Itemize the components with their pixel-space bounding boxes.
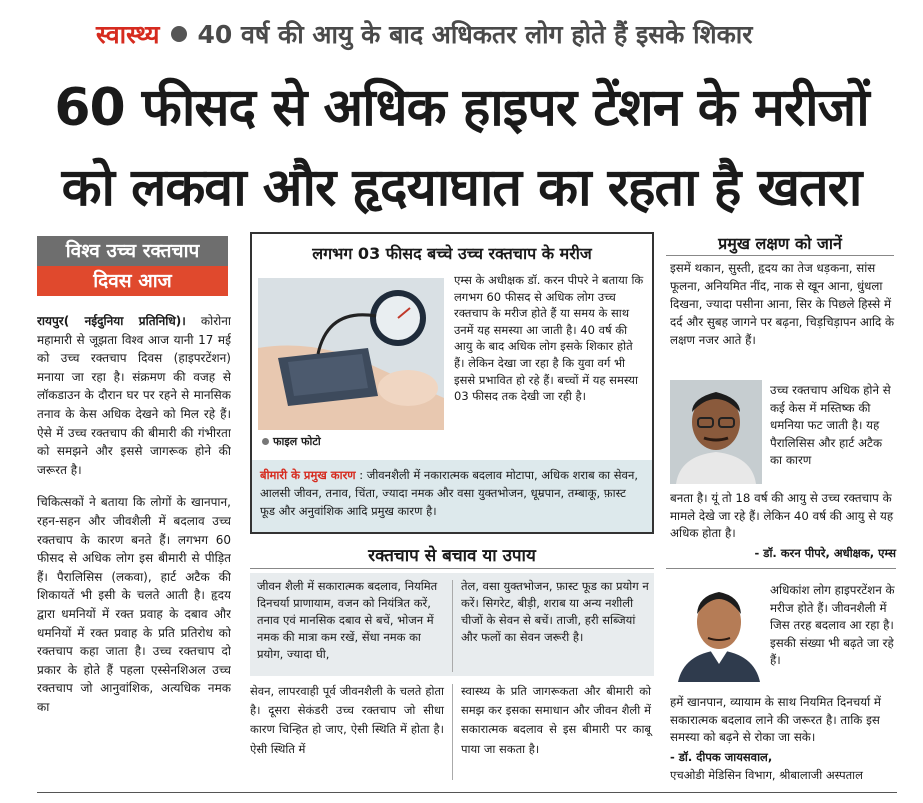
symptoms-divider	[666, 255, 894, 256]
continuation-right-text: स्वास्थ्य के प्रति जागरूकता और बीमारी को समझ कर इसका समाधान और जीवन शैली में सकारात्मक बदलाव से इस बीमारी पर काबू पाया जा सकता है।	[461, 684, 651, 756]
bottom-divider	[37, 792, 897, 793]
portrait-karan-pipre	[670, 380, 762, 484]
continuation-left-text: सेवन, लापरवाही पूर्व जीवनशैली के चलते होता है। दूसरा सेकंडरी उच्च रक्तचाप जो सीधा कारण चिन्हित हो जाए, ऐसी स्थिति में होता है। ऐसी स्थिति में	[250, 684, 444, 756]
quote-2-top: अधिकांश लोग हाइपरटेंशन के मरीज होते हैं। जीवनशैली में जिस तरह बदलाव आ रहा है। इसकी संख्या भी बढ़ते जा रहे हैं।	[770, 583, 895, 668]
kicker-line	[96, 14, 876, 54]
quote-2-sig-role: एचओडी मेडिसिन विभाग, श्रीबालाजी अस्पताल	[670, 768, 863, 782]
causes-label: बीमारी के प्रमुख कारण	[260, 468, 356, 482]
quote-2-signature	[670, 748, 896, 784]
quote-1-signature: - डॉ. करन पीपरे, अधीक्षक, एम्स	[754, 546, 896, 560]
day-banner-line-1: विश्व उच्च रक्तचाप	[37, 236, 228, 266]
caption-bullet-icon	[262, 438, 269, 445]
blood-pressure-photo	[258, 278, 444, 430]
quote-1-top: उच्च रक्तचाप अधिक होने से कई केस में मस्तिष्क की धमनिया फट जाती है। यह पैरालिसिस और हार्ट अटैक का कारण	[770, 383, 891, 468]
symptoms-text: इसमें थकान, सुस्ती, हृदय का तेज धड़कना, सांस फूलना, अनियमित नींद, नाक से खून आना, धुंधला दिखना, ज्यादा पसीना आना, सिर के पिछले हिस्से में दर्द और सुबह जागने पर बढ़ना, चिड़चिड़ापन आदि के लक्षण नजर आते हैं।	[670, 261, 895, 347]
photo-caption	[262, 434, 321, 449]
symptoms-title: प्रमुख लक्षण को जानें	[718, 234, 842, 253]
children-box-title: लगभग 03 फीसद बच्चे उच्च रक्तचाप के मरीज	[312, 244, 592, 263]
quote-1-bottom: बनता है। यूं तो 18 वर्ष की आयु से उच्च रक्तचाप के मामले देखे जा रहे हैं। लेकिन 40 वर्ष की आयु से यह अधिक होता है।	[670, 491, 894, 541]
quote-2-bottom: हमें खानपान, व्यायाम के साथ नियमित दिनचर्या में सकारात्मक बदलाव लाने की जरूरत है। ताकि इस समस्या को बढ़ने से रोका जा सके।	[670, 695, 881, 745]
prevention-right-text: तेल, वसा युक्तभोजन, फ़ास्ट फूड का प्रयोग न करें। सिगरेट, बीड़ी, शराब या अन्य नशीली चीजों के सेवन से बचें। ताजी, हरी सब्जियां और फलों का सेवन जरूरी है।	[461, 579, 649, 644]
quote-2-sig-name: - डॉ. दीपक जायसवाल,	[670, 750, 773, 764]
continuation-column-divider	[452, 684, 453, 780]
quote-divider	[666, 568, 896, 569]
left-article-para-1	[37, 312, 231, 479]
kicker-text: 40 वर्ष की आयु के बाद अधिकतर लोग होते हैं इसके शिकार	[197, 20, 753, 49]
bp-cuff-illustration	[258, 278, 444, 430]
day-banner	[37, 236, 228, 296]
left-article-para-1-text: कोरोना महामारी से जूझता विश्व आज यानी 17 मई को उच्च रक्तचाप दिवस (हाइपरटेंशन) मनाया जा रहा है। संक्रमण की वजह से लॉकडाउन के दौरान घर पर रहने से मानसिक तनाव के केस अधिक देखने को मिल रहे हैं। ऐसे में उच्च रक्तचाप की बीमारी की गंभीरता को समझने और इससे जागरूक होने की जरूरत है।	[37, 314, 231, 477]
headline-line-1: 60 फीसद से अधिक हाइपर टेंशन के मरीजों	[54, 78, 869, 138]
photo-caption-text: फाइल फोटो	[273, 435, 321, 448]
prevention-divider	[250, 568, 654, 569]
prevention-left-text: जीवन शैली में सकारात्मक बदलाव, नियमित दिनचर्या प्राणायाम, वजन को नियंत्रित करें, तनाव एवं मानसिक दबाव से बचें, भोजन में नमक की मात्रा कम रखें, सेंधा नमक का प्रयोग, ज्यादा घी,	[257, 579, 438, 661]
causes-box	[252, 460, 652, 532]
section-tag: स्वास्थ्य	[96, 20, 160, 49]
left-article	[37, 312, 231, 782]
person-avatar-icon	[672, 580, 766, 682]
prevention-title: रक्तचाप से बचाव या उपाय	[368, 546, 536, 566]
portrait-deepak-jaiswal	[672, 580, 766, 682]
headline-line-2: को लकवा और हृदयाघात का रहता है खतरा	[61, 158, 862, 218]
bullet-dot-icon	[171, 26, 187, 42]
dateline: रायपुर( नईदुनिया प्रतिनिधि)।	[37, 314, 186, 328]
person-avatar-icon	[670, 380, 762, 484]
prevention-column-divider	[452, 580, 453, 672]
day-banner-line-2: दिवस आज	[37, 266, 228, 296]
children-box-text: एम्स के अधीक्षक डॉ. करन पीपरे ने बताया कि लगभग 60 फीसद से अधिक लोग उच्च रक्तचाप के मरीज होते हैं या समय के साथ उनमें यह समस्या आ जाती है। 40 वर्ष की आयु के बाद अधिक लोग इसके शिकार होते हैं। लेकिन देखा जा रहा है कि युवा वर्ग भी इससे प्रभावित हो रहे हैं। बच्चों में यह समस्या 03 फीसद तक देखी जा रही है।	[454, 273, 644, 404]
causes-text: : जीवनशैली में नकारात्मक बदलाव मोटापा, अधिक शराब का सेवन, आलसी जीवन, तनाव, चिंता, ज्यादा नमक और वसा युक्तभोजन, धूम्रपान, तम्बाकू, फ़ास्ट फूड और अनुवांशिक आदि प्रमुख कारण है।	[260, 468, 638, 518]
left-article-para-2: चिकित्सकों ने बताया कि लोगों के खानपान, रहन-सहन और जीवशैली में बदलाव उच्च रक्तचाप के कारण बनते हैं। लगभग 60 फीसद से अधिक लोग इस बीमारी से पीड़ित हैं। पैरालिसिस (लकवा), हार्ट अटैक की शिकायतें भी इसी के चलते आती है। हृदय द्वारा धमनियों में रक्त प्रवाह के दबाव और धमनियों में रक्त प्रवाह के प्रति प्रतिरोध को रक्तचाप कहा जाता है। उच्च रक्तचाप दो प्रकार के होते हैं पहला एस्सेनशिअल उच्च रक्तचाप जो आनुवांशिक, अत्यधिक नमक का	[37, 495, 231, 714]
